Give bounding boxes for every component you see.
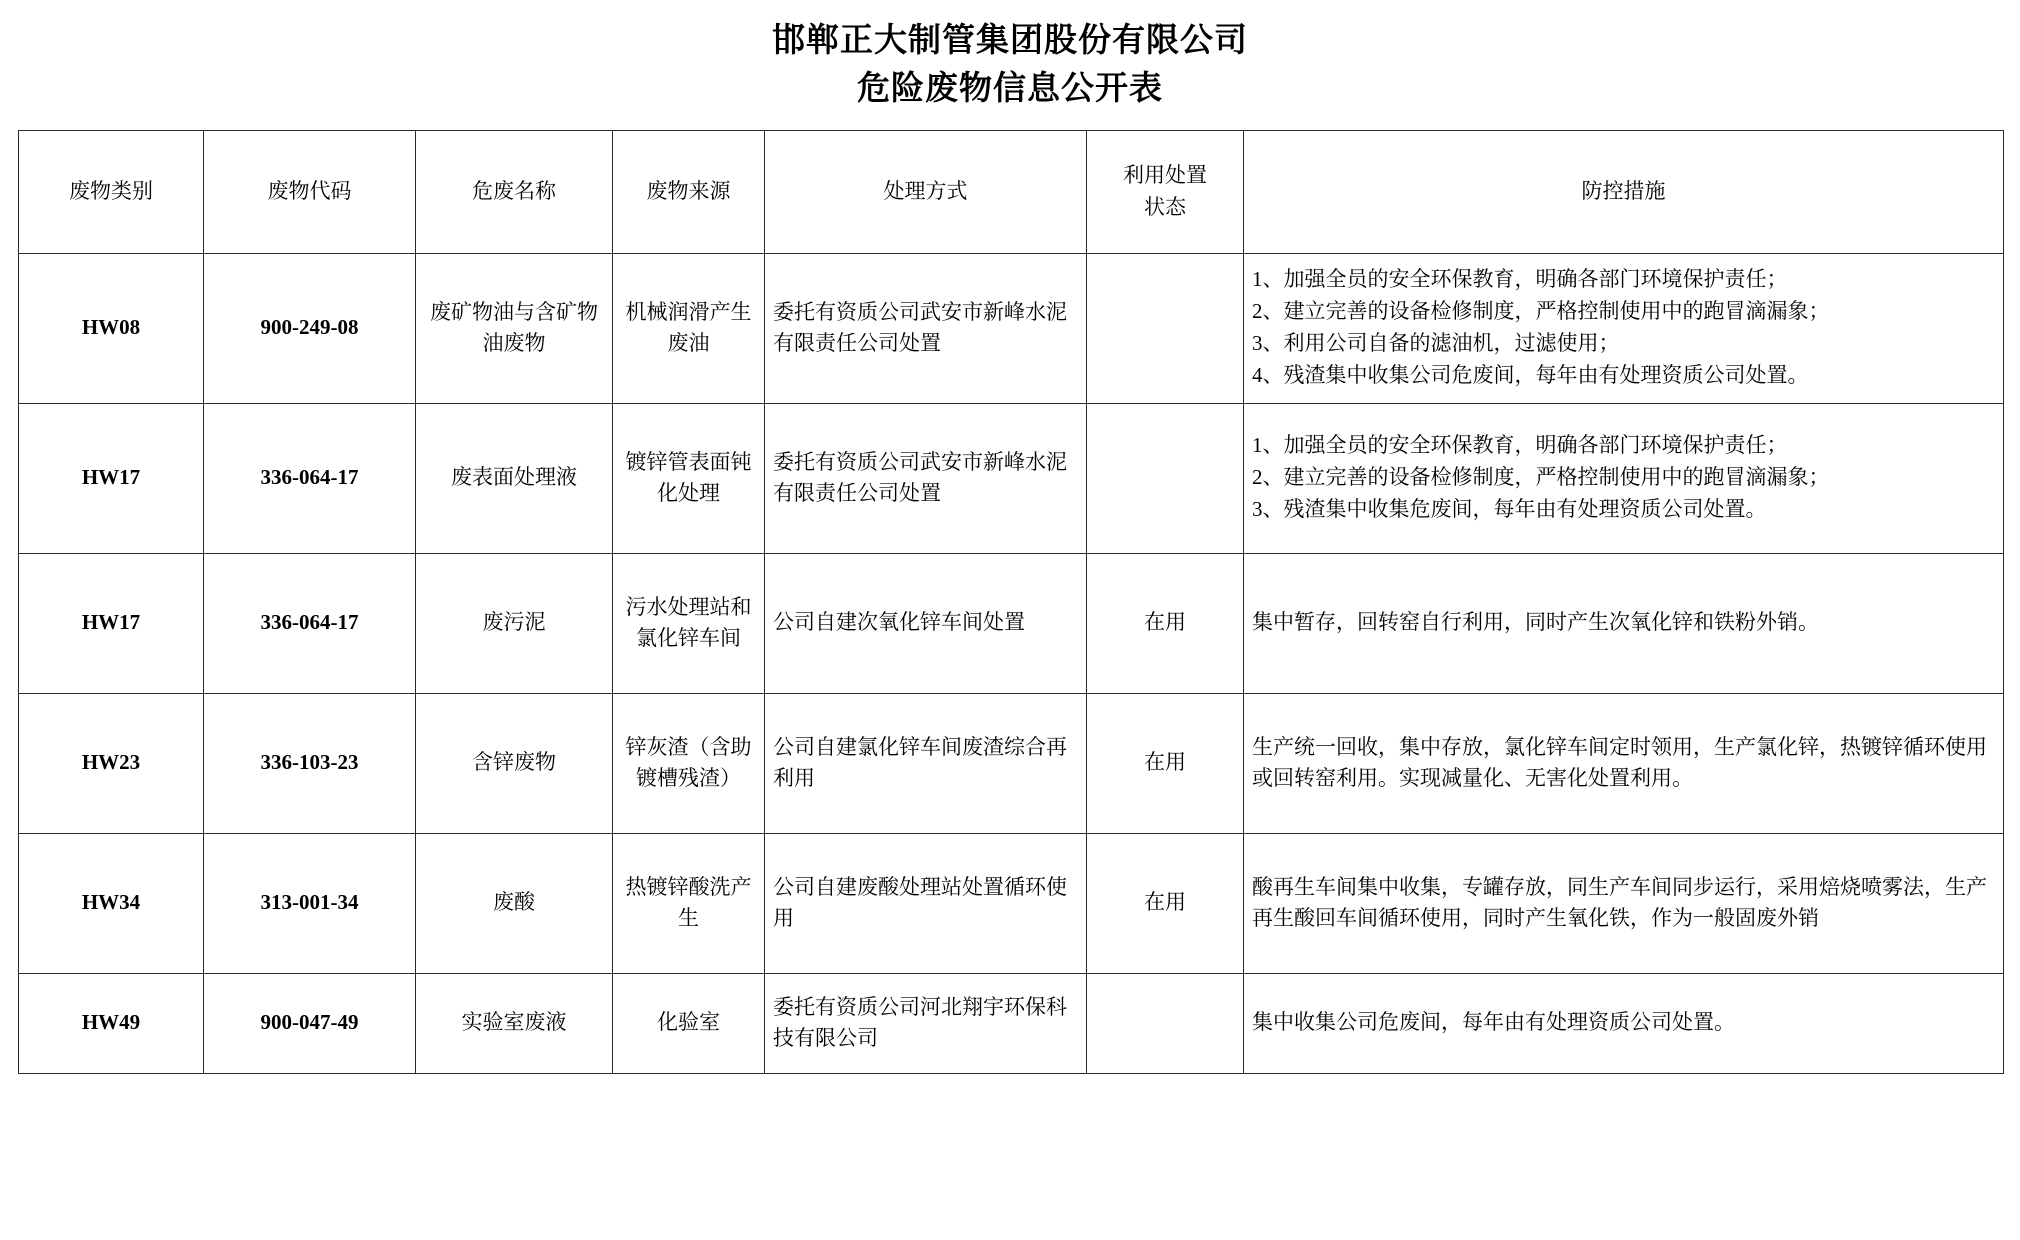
cell-control-measures: [1244, 403, 2004, 553]
table-row: [19, 253, 2004, 403]
measure-item: 2、建立完善的设备检修制度，严格控制使用中的跑冒滴漏象；: [1252, 465, 1830, 490]
table-header-row: [19, 130, 2004, 253]
cell-waste-name: 废酸: [416, 833, 613, 973]
cell-waste-source: 化验室: [613, 973, 765, 1073]
cell-treatment-method: 公司自建次氧化锌车间处置: [765, 553, 1087, 693]
column-header-waste-code: 废物代码: [204, 130, 416, 253]
cell-treatment-method: 委托有资质公司河北翔宇环保科技有限公司: [765, 973, 1087, 1073]
column-header-waste-name: 危废名称: [416, 130, 613, 253]
table-body: [19, 253, 2004, 1073]
measure-item: 1、加强全员的安全环保教育，明确各部门环境保护责任；: [1252, 433, 1788, 458]
cell-waste-source: 污水处理站和氯化锌车间: [613, 553, 765, 693]
cell-waste-source: 热镀锌酸洗产生: [613, 833, 765, 973]
cell-waste-code: 900-047-49: [204, 973, 416, 1073]
cell-waste-name: 含锌废物: [416, 693, 613, 833]
measure-list: [1252, 264, 1995, 392]
cell-waste-source: 锌灰渣（含助镀槽残渣）: [613, 693, 765, 833]
cell-utilization-state: 在用: [1087, 833, 1244, 973]
column-header-control-measures: 防控措施: [1244, 130, 2004, 253]
cell-waste-name: 废表面处理液: [416, 403, 613, 553]
measure-item: 3、利用公司自备的滤油机，过滤使用；: [1252, 331, 1620, 356]
cell-waste-code: 336-064-17: [204, 403, 416, 553]
cell-waste-category: HW17: [19, 403, 204, 553]
cell-waste-code: 900-249-08: [204, 253, 416, 403]
table-row: [19, 553, 2004, 693]
cell-waste-source: 镀锌管表面钝化处理: [613, 403, 765, 553]
document-title-block: [0, 0, 2020, 124]
measure-item: 3、残渣集中收集危废间，每年由有处理资质公司处置。: [1252, 497, 1767, 522]
cell-treatment-method: 公司自建氯化锌车间废渣综合再利用: [765, 693, 1087, 833]
column-header-utilization-state-line-1: 利用处置: [1123, 163, 1207, 188]
cell-treatment-method: 公司自建废酸处理站处置循环使用: [765, 833, 1087, 973]
measure-item: 1、加强全员的安全环保教育，明确各部门环境保护责任；: [1252, 267, 1788, 292]
cell-waste-name: 废污泥: [416, 553, 613, 693]
cell-utilization-state: 在用: [1087, 693, 1244, 833]
cell-waste-category: HW23: [19, 693, 204, 833]
cell-treatment-method: 委托有资质公司武安市新峰水泥有限责任公司处置: [765, 253, 1087, 403]
cell-waste-category: HW17: [19, 553, 204, 693]
cell-utilization-state: [1087, 403, 1244, 553]
hazardous-waste-table: [18, 130, 2004, 1074]
table-row: [19, 833, 2004, 973]
page-title-line-2: 危险废物信息公开表: [857, 70, 1163, 107]
cell-utilization-state: 在用: [1087, 553, 1244, 693]
cell-waste-code: 336-103-23: [204, 693, 416, 833]
table-header: [19, 130, 2004, 253]
cell-waste-code: 313-001-34: [204, 833, 416, 973]
cell-utilization-state: [1087, 973, 1244, 1073]
column-header-utilization-state: [1087, 130, 1244, 253]
measure-list: [1252, 430, 1995, 526]
cell-waste-name: 实验室废液: [416, 973, 613, 1073]
page-title-line-1: 邯郸正大制管集团股份有限公司: [772, 23, 1248, 59]
cell-waste-category: HW34: [19, 833, 204, 973]
cell-control-measures: 集中收集公司危废间，每年由有处理资质公司处置。: [1244, 973, 2004, 1073]
cell-waste-name: 废矿物油与含矿物油废物: [416, 253, 613, 403]
column-header-treatment-method: 处理方式: [765, 130, 1087, 253]
table-row: [19, 973, 2004, 1073]
column-header-waste-source: 废物来源: [613, 130, 765, 253]
cell-utilization-state: [1087, 253, 1244, 403]
table-row: [19, 403, 2004, 553]
cell-treatment-method: 委托有资质公司武安市新峰水泥有限责任公司处置: [765, 403, 1087, 553]
measure-item: 4、残渣集中收集公司危废间，每年由有处理资质公司处置。: [1252, 363, 1809, 388]
column-header-utilization-state-line-2: 状态: [1144, 194, 1186, 219]
cell-waste-category: HW08: [19, 253, 204, 403]
cell-waste-code: 336-064-17: [204, 553, 416, 693]
cell-control-measures: 集中暂存，回转窑自行利用，同时产生次氧化锌和铁粉外销。: [1244, 553, 2004, 693]
cell-control-measures: 酸再生车间集中收集，专罐存放，同生产车间同步运行，采用焙烧喷雾法，生产再生酸回车间循环使用，同时产生氧化铁，作为一般固废外销: [1244, 833, 2004, 973]
cell-waste-source: 机械润滑产生废油: [613, 253, 765, 403]
cell-waste-category: HW49: [19, 973, 204, 1073]
cell-control-measures: 生产统一回收，集中存放，氯化锌车间定时领用，生产氯化锌，热镀锌循环使用或回转窑利用。实现减量化、无害化处置利用。: [1244, 693, 2004, 833]
table-row: [19, 693, 2004, 833]
column-header-waste-category: 废物类别: [19, 130, 204, 253]
measure-item: 2、建立完善的设备检修制度，严格控制使用中的跑冒滴漏象；: [1252, 299, 1830, 324]
cell-control-measures: [1244, 253, 2004, 403]
